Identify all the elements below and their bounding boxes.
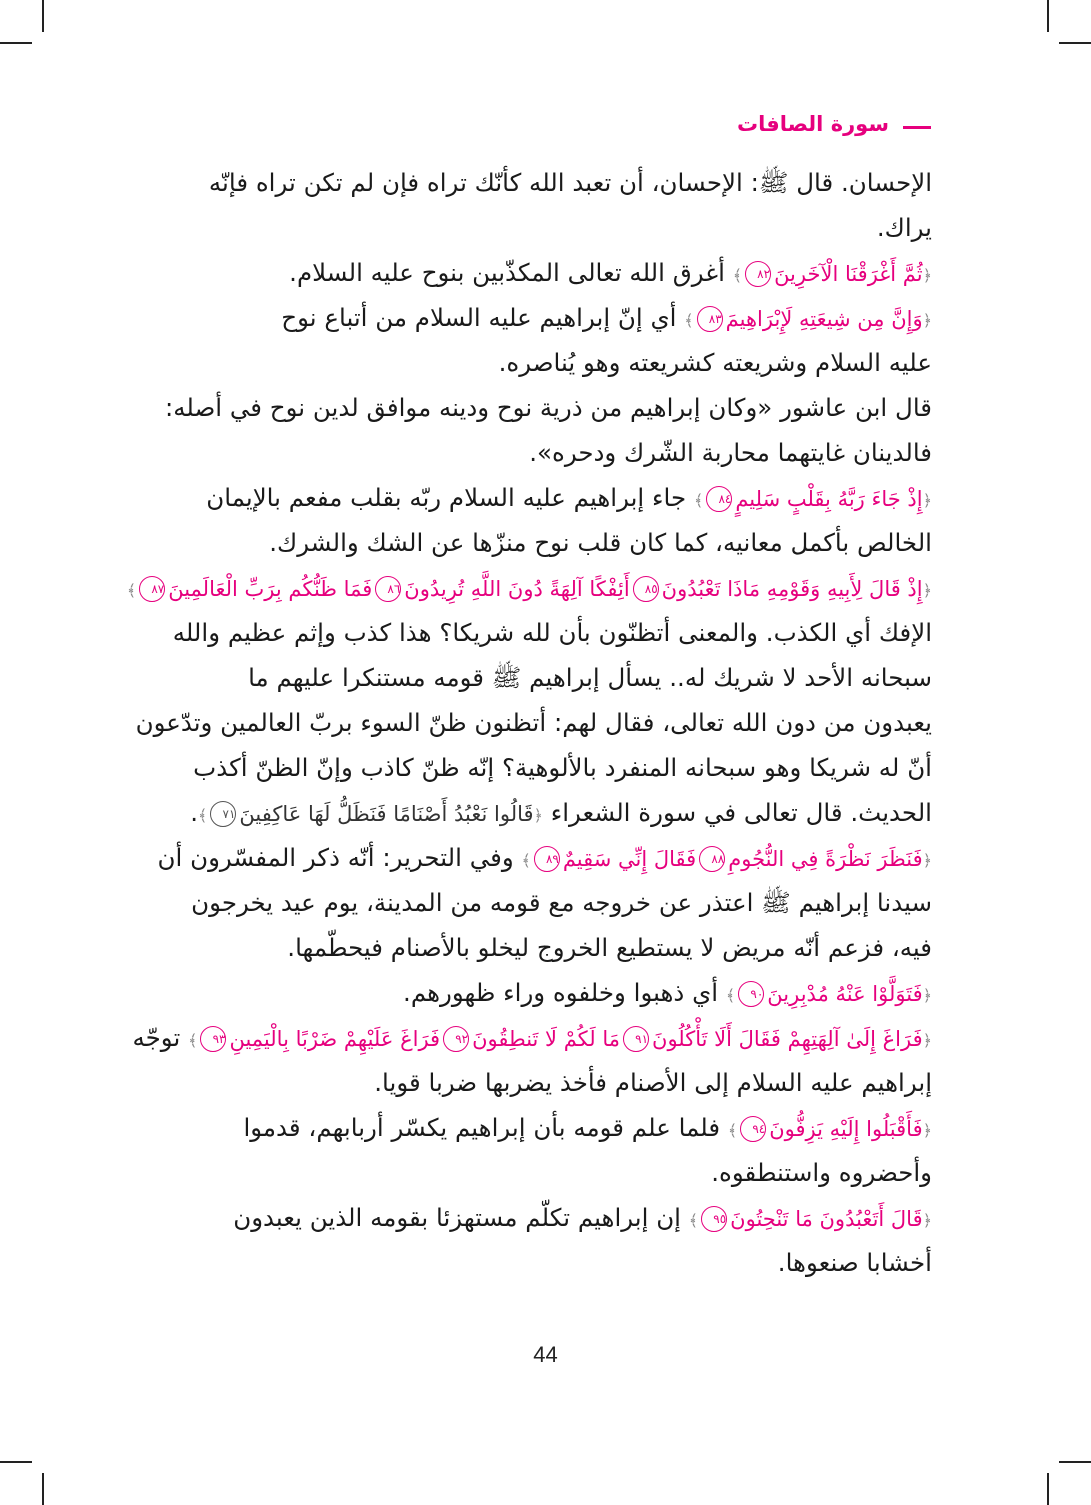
text-line (160, 880, 932, 925)
text-line (160, 1060, 932, 1105)
ornate-open-bracket: ﴿ (922, 491, 932, 510)
quran-verse-text: فَنَظَرَ نَظْرَةً فِي النُّجُومِ (728, 847, 923, 871)
ornate-open-bracket: ﴿ (922, 1031, 932, 1050)
quran-verse-text: أَئِفْكًا آلِهَةً دُونَ اللَّهِ تُرِيدُونَ (404, 577, 630, 601)
crop-mark (0, 42, 32, 44)
body-text: فيه، فزعم أنّه مريض لا يستطيع الخروج ليخلو بالأصنام فيحطّمها. (287, 933, 932, 962)
ayah-number-marker: ٩٥ (701, 1206, 727, 1232)
ornate-close-bracket: ﴾ (198, 806, 208, 825)
commentary-text: إن إبراهيم تكلّم مستهزئا بقومه الذين يعبدون (233, 1203, 681, 1232)
ornate-open-bracket: ﴿ (922, 986, 932, 1005)
ayah-number-marker: ٩٣ (200, 1026, 226, 1052)
commentary-text: أي ذهبوا وخلفوه وراء ظهورهم. (403, 978, 719, 1007)
header-rule (903, 126, 931, 129)
quran-verse-text: فَرَاغَ عَلَيْهِمْ ضَرْبًا بِالْيَمِينِ (229, 1027, 441, 1051)
text-line (160, 655, 932, 700)
crop-mark (1047, 1473, 1049, 1505)
ayah-number-marker: ٨٤ (706, 486, 732, 512)
ayah-number-marker: ٨٣ (697, 306, 723, 332)
ayah-number-marker: ٨٥ (633, 576, 659, 602)
crop-mark (42, 0, 44, 32)
ornate-open-bracket: ﴿ (922, 1211, 932, 1230)
ornate-open-bracket: ﴿ (922, 581, 932, 600)
text-line (160, 295, 932, 340)
page-body (126, 160, 932, 1285)
text-line (160, 160, 932, 205)
body-text: أنّ له شريكا وهو سبحانه المنفرد بالألوهية؟ إنّه ظنّ كاذب وإنّ الظنّ أكذب (193, 753, 932, 782)
ayah-number-marker: ٩١ (623, 1026, 649, 1052)
text-line (160, 745, 932, 790)
text-line (160, 790, 932, 835)
quran-verse-text: فَمَا ظَنُّكُم بِرَبِّ الْعَالَمِينَ (168, 577, 373, 601)
body-text: . (190, 798, 199, 827)
text-line (160, 1105, 932, 1150)
body-text: سيدنا إبراهيم ﷺ اعتذر عن خروجه مع قومه من المدينة، يوم عيد يخرجون (191, 888, 932, 917)
text-line (160, 205, 932, 250)
body-text: وأحضروه واستنطقوه. (711, 1158, 932, 1187)
quran-verse-text: فَأَقْبَلُوا إِلَيْهِ يَزِفُّونَ (769, 1117, 923, 1141)
text-line (160, 385, 932, 430)
ayah-number-marker: ٨٢ (745, 261, 771, 287)
text-line (160, 610, 932, 655)
ornate-close-bracket: ﴾ (732, 266, 743, 285)
crop-mark (1059, 1461, 1091, 1463)
ayah-number-marker: ٩٠ (738, 981, 764, 1007)
text-line (160, 1150, 932, 1195)
ornate-close-bracket: ﴾ (684, 311, 694, 330)
quran-verse-text: وَإِنَّ مِن شِيعَتِهِ لَإِبْرَاهِيمَ (725, 307, 923, 331)
ornate-open-bracket: ﴿ (533, 806, 543, 825)
body-text: إبراهيم عليه السلام إلى الأصنام فأخذ يضربها ضربا قويا. (374, 1068, 932, 1097)
text-line (160, 430, 932, 475)
body-text: يراك. (876, 213, 932, 242)
text-line (132, 1015, 932, 1060)
body-text: الإفك أي الكذب. والمعنى أتظنّون بأن لله شريكا؟ هذا كذب وإثم عظيم والله (172, 618, 932, 647)
page-number: 44 (533, 1342, 558, 1367)
body-text: عليه السلام وشريعته كشريعته وهو يُناصره. (498, 348, 932, 377)
ayah-number-marker: ٨٧ (139, 576, 165, 602)
running-header (737, 112, 931, 136)
crop-mark (1047, 0, 1049, 32)
ornate-close-bracket: ﴾ (727, 1121, 738, 1140)
quran-verse-text: مَا لَكُمْ لَا تَنطِقُونَ (472, 1027, 621, 1051)
quran-verse-text: فَتَوَلَّوْا عَنْهُ مُدْبِرِينَ (767, 982, 923, 1006)
body-text: الحديث. قال تعالى في سورة الشعراء (542, 798, 932, 827)
body-text: قال ابن عاشور «وكان إبراهيم من ذرية نوح ودينه موافق لدين نوح في أصله: (164, 393, 932, 422)
surah-title: سورة الصافات (736, 112, 889, 136)
text-line (160, 250, 932, 295)
quran-verse-text: إِذْ قَالَ لِأَبِيهِ وَقَوْمِهِ مَاذَا تَعْبُدُونَ (661, 577, 923, 601)
ornate-close-bracket: ﴾ (188, 1031, 198, 1050)
quran-verse-text: قَالَ أَتَعْبُدُونَ مَا تَنْحِتُونَ (730, 1207, 923, 1231)
ayah-number-marker: ٨٦ (375, 576, 401, 602)
text-line (160, 970, 932, 1015)
quran-verse-text: ثُمَّ أَغْرَقْنَا الْآخَرِينَ (774, 262, 923, 286)
text-line (160, 475, 932, 520)
crop-mark (1059, 42, 1091, 44)
text-line (157, 835, 932, 880)
ornate-open-bracket: ﴿ (922, 266, 932, 285)
quran-verse-text: فَرَاغَ إِلَىٰ آلِهَتِهِمْ فَقَالَ أَلَا تَأْكُلُونَ (652, 1027, 923, 1051)
text-line (160, 340, 932, 385)
text-line (160, 925, 932, 970)
ayah-number-marker: ٧١ (210, 801, 236, 827)
ayah-number-marker: ٨٨ (699, 846, 725, 872)
body-text: الخالص بأكمل معانيه، كما كان قلب نوح منزّها عن الشك والشرك. (269, 528, 932, 557)
text-line (135, 700, 932, 745)
body-text: سبحانه الأحد لا شريك له.. يسأل إبراهيم ﷺ قومه مستنكرا عليهم ما (248, 663, 932, 692)
body-text: الإحسان. قال ﷺ: الإحسان، أن تعبد الله كأنّك تراه فإن لم تكن تراه فإنّه (208, 168, 932, 197)
ayah-number-marker: ٨٩ (534, 846, 560, 872)
commentary-text: أي إنّ إبراهيم عليه السلام من أتباع نوح (281, 303, 677, 332)
ornate-close-bracket: ﴾ (521, 851, 531, 870)
ornate-close-bracket: ﴾ (688, 1211, 699, 1230)
crop-mark (0, 1461, 32, 1463)
commentary-text: أغرق الله تعالى المكذّبين بنوح عليه السلام. (289, 258, 725, 287)
crop-mark (42, 1473, 44, 1505)
ornate-close-bracket: ﴾ (126, 581, 137, 600)
ornate-close-bracket: ﴾ (725, 986, 736, 1005)
quran-verse-text: قَالُوا نَعْبُدُ أَصْنَامًا فَنَظَلُّ لَهَا عَاكِفِينَ (239, 802, 534, 826)
commentary-text: جاء إبراهيم عليه السلام ربّه بقلب مفعم بالإيمان (206, 483, 687, 512)
ornate-close-bracket: ﴾ (693, 491, 704, 510)
text-line (160, 1240, 932, 1285)
body-text: أخشابا صنعوها. (777, 1248, 932, 1277)
ayah-number-marker: ٩٢ (443, 1026, 469, 1052)
commentary-text: توجّه (132, 1023, 181, 1052)
ornate-open-bracket: ﴿ (922, 851, 932, 870)
body-text: يعبدون من دون الله تعالى، فقال لهم: أتظنون ظنّ السوء بربّ العالمين وتدّعون (135, 708, 932, 737)
quran-verse-text: فَقَالَ إِنِّي سَقِيمٌ (562, 847, 697, 871)
body-text: فالدينان غايتهما محاربة الشّرك ودحره». (529, 438, 932, 467)
commentary-text: فلما علم قومه بأن إبراهيم يكسّر أربابهم، قدموا (243, 1113, 721, 1142)
text-line (160, 1195, 932, 1240)
ornate-open-bracket: ﴿ (922, 311, 932, 330)
text-line (126, 565, 932, 610)
ayah-number-marker: ٩٤ (740, 1116, 766, 1142)
quran-verse-text: إِذْ جَاءَ رَبَّهُ بِقَلْبٍ سَلِيمٍ (735, 487, 923, 511)
commentary-text: وفي التحرير: أنّه ذكر المفسّرون أن (157, 843, 514, 872)
text-line (160, 520, 932, 565)
ornate-open-bracket: ﴿ (922, 1121, 932, 1140)
